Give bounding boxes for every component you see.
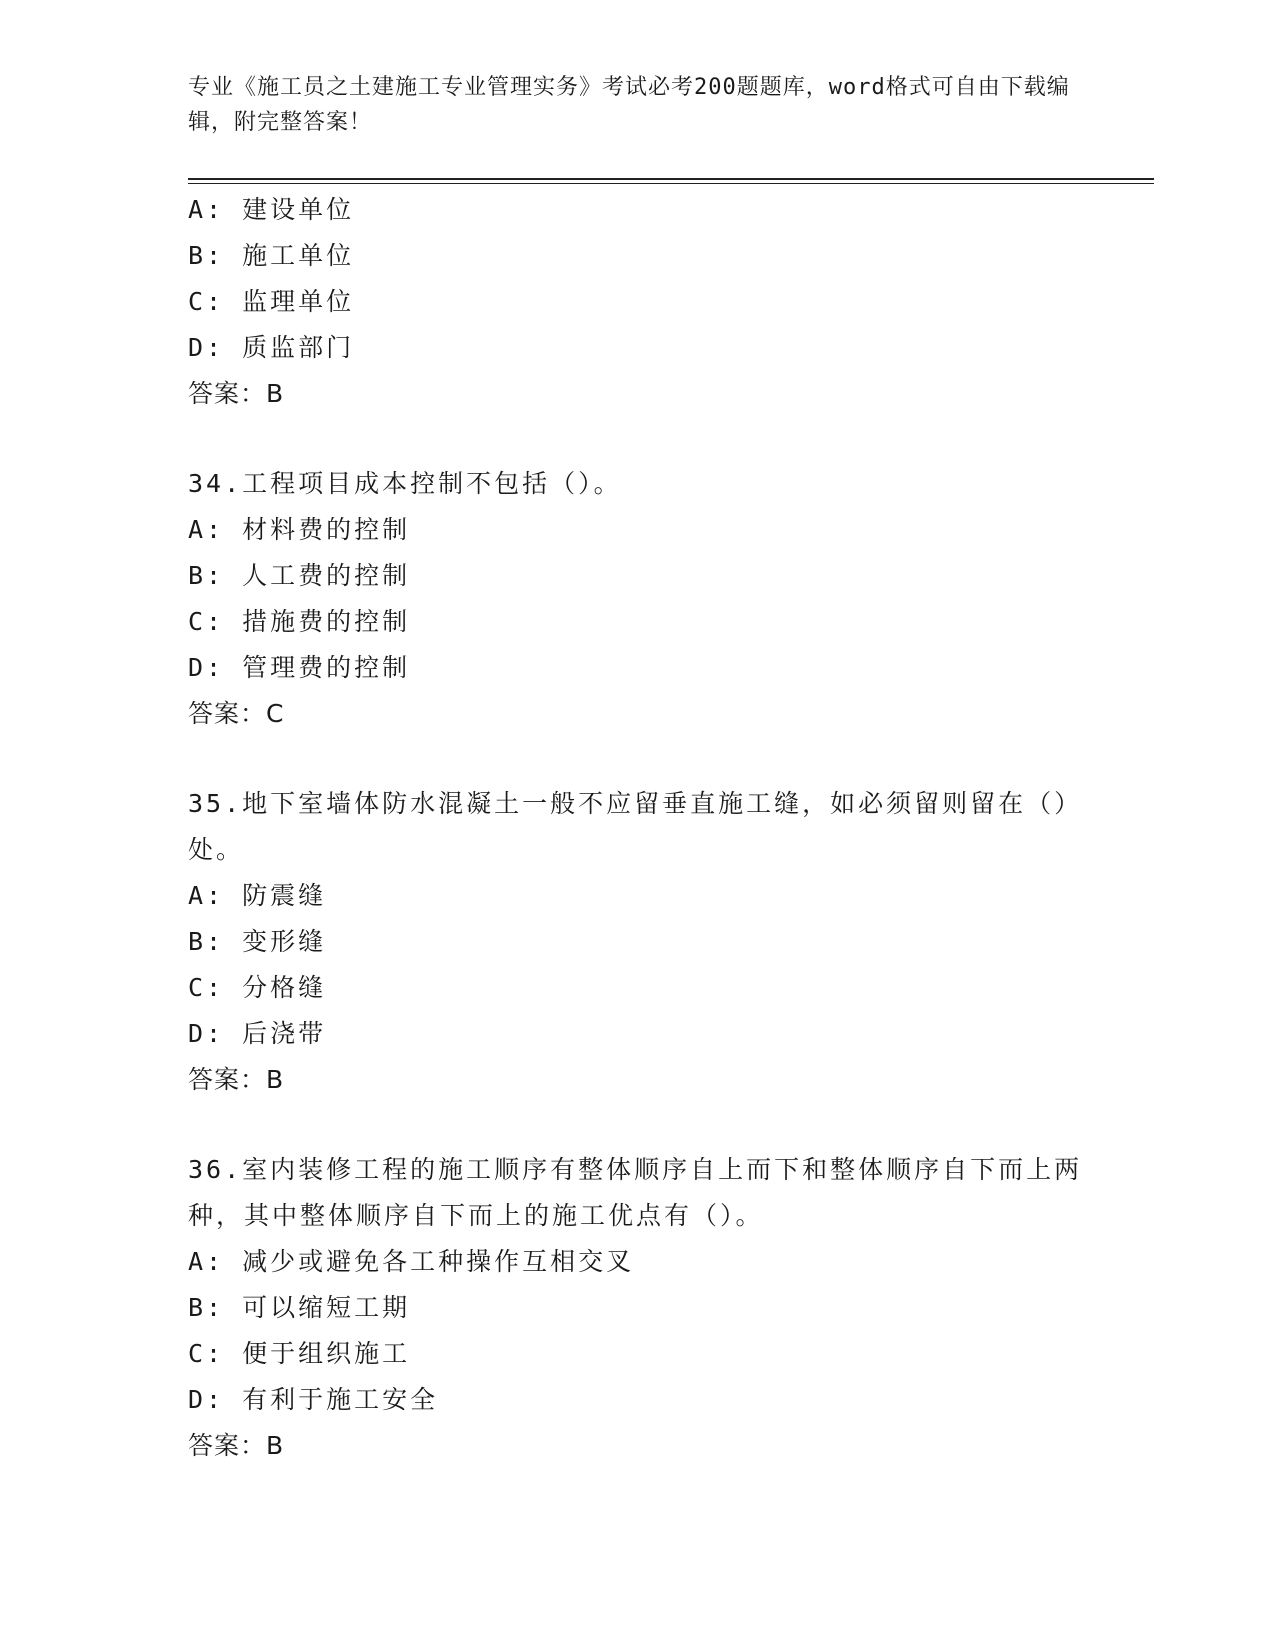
option-c: C: 监理单位 (188, 287, 355, 316)
question-block (188, 187, 1088, 417)
header-rule-thick (188, 178, 1154, 180)
option-a: A: 减少或避免各工种操作互相交叉 (188, 1247, 635, 1276)
header-rule-thin (188, 183, 1154, 184)
question-block (188, 1147, 1088, 1469)
option-d: D: 管理费的控制 (188, 653, 411, 682)
option-b: B: 变形缝 (188, 927, 327, 956)
option-a: A: 防震缝 (188, 881, 327, 910)
answer-line: 答案：C (188, 699, 285, 728)
option-b: B: 施工单位 (188, 241, 355, 270)
option-c: C: 便于组织施工 (188, 1339, 411, 1368)
document-header: 专业《施工员之土建施工专业管理实务》考试必考200题题库，word格式可自由下载编辑，附完整答案！ (188, 75, 1070, 135)
option-d: D: 质监部门 (188, 333, 355, 362)
answer-line: 答案：B (188, 1431, 285, 1460)
question-block (188, 461, 1088, 737)
question-list (188, 187, 1088, 1469)
question-stem: 36.室内装修工程的施工顺序有整体顺序自上而下和整体顺序自下而上两种，其中整体顺序自下而上的施工优点有（）。 (188, 1155, 1083, 1230)
question-stem: 35.地下室墙体防水混凝土一般不应留垂直施工缝，如必须留则留在（）处。 (188, 789, 1083, 864)
option-d: D: 后浇带 (188, 1019, 327, 1048)
option-a: A: 建设单位 (188, 195, 355, 224)
option-a: A: 材料费的控制 (188, 515, 411, 544)
answer-line: 答案：B (188, 1065, 285, 1094)
question-block (188, 781, 1088, 1103)
option-b: B: 人工费的控制 (188, 561, 411, 590)
option-c: C: 分格缝 (188, 973, 327, 1002)
option-b: B: 可以缩短工期 (188, 1293, 411, 1322)
option-d: D: 有利于施工安全 (188, 1385, 439, 1414)
answer-line: 答案：B (188, 379, 285, 408)
option-c: C: 措施费的控制 (188, 607, 411, 636)
question-stem: 34.工程项目成本控制不包括（）。 (188, 469, 622, 498)
